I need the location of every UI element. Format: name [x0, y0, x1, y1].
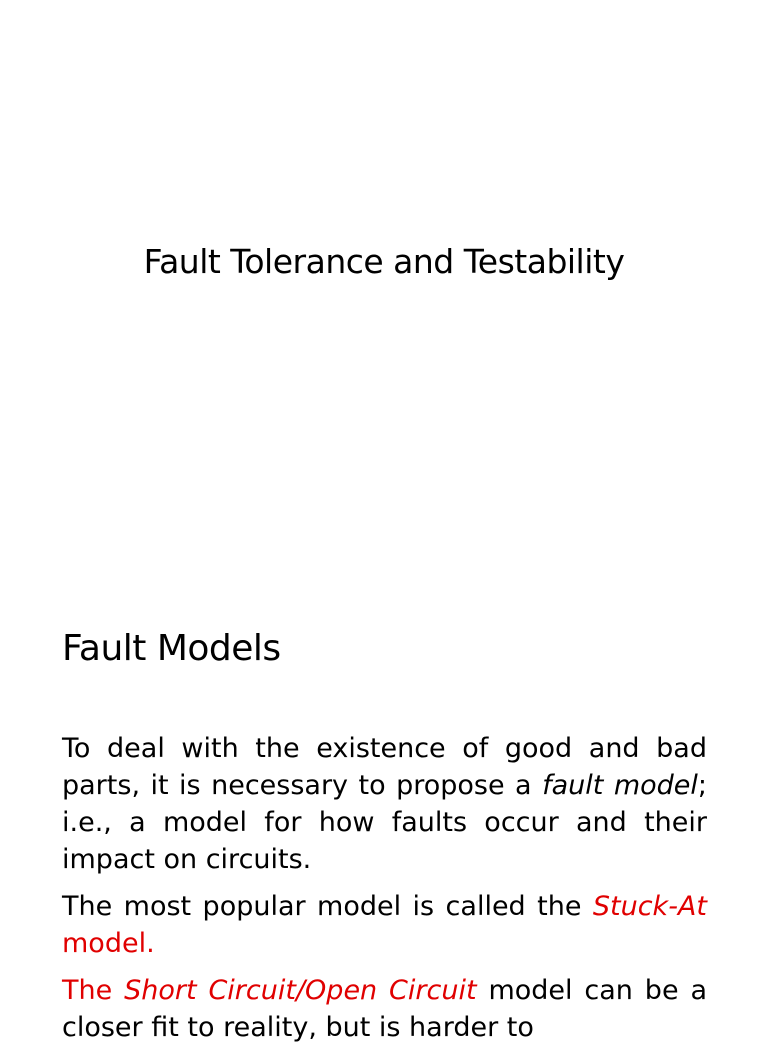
paragraph-short-open-circuit	[62, 972, 707, 1046]
fault-model-term: fault model	[542, 770, 698, 801]
short-open-circuit-term: Short Circuit/Open Circuit	[124, 975, 477, 1006]
slide-title: Fault Tolerance and Testability	[143, 242, 625, 281]
slide-fault-models	[0, 576, 768, 1043]
stuck-at-term: Stuck-At	[592, 891, 707, 922]
paragraph-text-highlight: The	[62, 975, 125, 1006]
paragraph-text: The most popular model is called the	[62, 891, 593, 922]
model-text-highlight: model.	[62, 928, 155, 959]
slide-heading: Fault Models	[62, 628, 281, 669]
paragraph-stuck-at	[62, 888, 707, 962]
paragraph-text: model can be a closer fit to reality, but is harder to	[62, 975, 707, 1043]
paragraph-fault-model	[62, 730, 707, 878]
paragraph-text: ; i.e., a model for how faults occur and their impact on circuits.	[62, 770, 707, 875]
paragraph-text: To deal with the existence of good and bad parts, it is necessary to propose a	[62, 733, 707, 801]
slide-body	[62, 730, 707, 1056]
